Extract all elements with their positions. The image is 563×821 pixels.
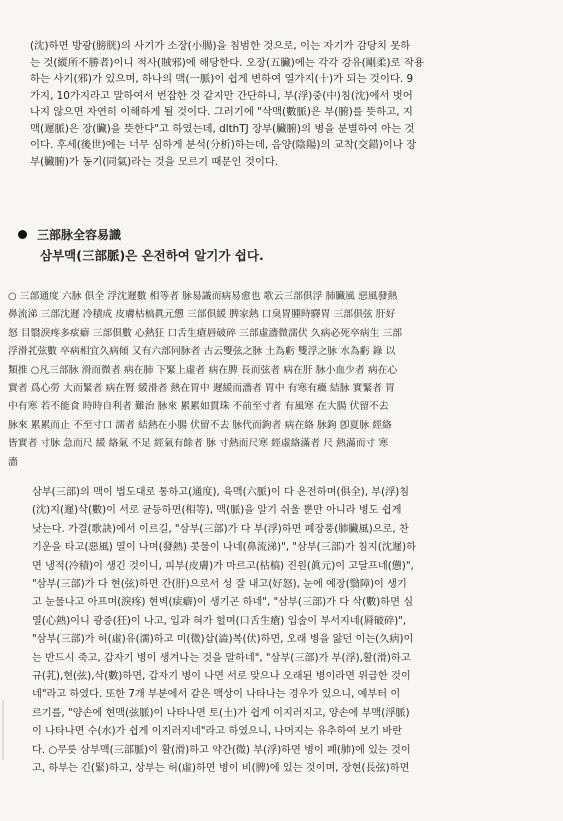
text-line: 면 냉적(冷積)이 생긴 것이니, 피부(皮膚)가 마르고(枯槁) 진원(眞元)이 고달프네(憊)", <box>32 560 414 572</box>
classical-line: 濇 <box>8 456 18 468</box>
scan-margin-mark <box>2 700 4 760</box>
bullet-icon <box>18 230 27 239</box>
text-line: (沈)지(遲)삭(數)이 서로 균등하면(相等), 맥(脈)을 알기 쉬울 뿐만 아니라 병도 쉽게 <box>32 505 402 517</box>
section-heading <box>18 226 121 243</box>
intro-paragraph <box>30 38 535 170</box>
classical-line: 鼻流涕 三部沈遲 冷積成 皮膚枯槁眞元憊 三部俱緩 脾家熱 口臭胃腫時驛胃 三部俱弦 肝好 <box>8 309 396 321</box>
text-line: 다. ○무릇 삼부맥(三部脈)이 활(滑)하고 약간(微) 부(浮)하면 병이 폐(肺)에 있는 것이 <box>32 744 411 756</box>
classical-line: 實者 爲心勞 大而緊者 病在腎 緩滑者 熱在胃中 遲緩而濇者 胃中 有寒有癥 結脉 實緊者 胃 <box>8 383 395 395</box>
text-line: 하는 사기(邪)가 있으며, 하나의 맥(一脈)이 쉽게 변하여 열가지(十)가 되는 것이다. 9 <box>30 73 414 85</box>
classical-line: 中有寒 若不能食 時時自利者 難治 脉來 累累如貫珠 不前至寸者 有風寒 在大腸 伏留不去 <box>8 401 389 413</box>
text-line: 맥(遲脈)은 장(臟)을 뜻한다"고 하였는데, dlthTJ 장부(臟腑)의 병을 분별하여 아는 것 <box>30 122 415 135</box>
text-line: 열(心熱)이니 광증(狂)이 나고, 입과 혀가 헐며(口舌生瘡) 입술이 부서지네(脣破碎)", <box>32 615 407 627</box>
text-line: 네"라고 하였다. 또한 7개 부분에서 같은 맥상이 나타나는 경우가 있으니, 예부터 이 <box>32 689 401 701</box>
section-subheading: 삼부맥(三部脈)은 온전하여 알기가 쉽다. <box>40 248 264 263</box>
translation-paragraph <box>32 484 537 779</box>
text-line: 이 나타나면 수(水)가 쉽게 이지러지네"라고 하였으니, 나머지는 유추하여 보기 바란 <box>32 726 403 738</box>
text-line: 고 눈물나고 아프며(淚疼) 현벽(痃癖)이 생기곤 하네", "삼부(三部)가 다 삭(數)하면 심 <box>32 597 414 609</box>
classical-line: 類推 ○凡三部脉 滑而微者 病在肺 下緊上虛者 病在脾 長而弦者 病在肝 脉小血少者 病在心 <box>8 364 398 376</box>
text-line: 낫는다. 가결(歌訣)에서 이르길, "삼부(三部)가 다 부(浮)하면 폐장풍(肺臟風)으로, 찬 <box>32 523 409 535</box>
text-line: 가지, 10가지라고 말하여서 번잡한 것 같지만 간단하니, 부(浮)중(中)침(沈)에서 벗어 <box>30 89 413 102</box>
classical-line: ○ 三部通度 六脉 俱全 浮沈遲數 相等者 脉易識而病易愈也 歌云三部俱浮 肺臟風 惡風發熱 <box>8 291 398 302</box>
classical-line: 怒 目翳淚疼多痃癖 三部俱數 心熱狂 口舌生瘡唇破碎 三部虛濇微濡伏 久病必死卒病生 三部 <box>8 327 403 339</box>
text-line: "삼부(三部)가 허(虛)유(濡)하고 미(微)삽(澁)복(伏)하면, 오래 병을 앓던 이는(久病)이 <box>32 634 414 646</box>
classical-line: 脉來 累累而止 不至寸口 濡者 結熱在小腸 伏留不去 脉代而鉤者 病在絡 脉鉤 卽夏脉 經絡 <box>8 419 392 431</box>
classical-line: 浮滑芤弦數 卒病相宜久病傾 又有六部同脉者 古云雙弦之脉 土為虧 雙浮之脉 水為虧 錄 以 <box>8 346 396 358</box>
text-line: 나지 않으면 자연히 이해하게 될 것이다. 그러기에 "삭맥(數脈)은 부(腑)를 뜻하고, 지 <box>30 106 413 118</box>
text-line: "삼부(三部)가 다 현(弦)하면 간(肝)으로서 성 잘 내고(好怒), 눈에 예장(翳障)이 생기 <box>32 579 407 591</box>
text-line: 이다. 후세(後世)에는 너무 심하게 분석(分析)하는데, 음양(陰陽)의 교착(交錯)이나 장 <box>30 139 417 151</box>
text-line: 고, 하부는 긴(緊)하고, 상부는 허(虛)하면 병이 비(脾)에 있는 것이며, 장현(長弦)하면 <box>32 763 410 775</box>
text-line: 르기를, "양손에 현맥(弦脈)이 나타나면 토(土)가 쉽게 이지러지고, 양손에 부맥(浮脈) <box>32 707 410 719</box>
text-line: 부(臟腑)가 동기(同氣)라는 것을 모르기 때문인 것이다. <box>30 155 279 168</box>
text-line: (沈)하면 방광(膀胱)의 사기가 소장(小腸)을 침범한 것으로, 이는 자기가 감당치 못하 <box>30 40 411 52</box>
text-line: 는 반드시 죽고, 갑자기 병이 생겨나는 것을 말하네", "삼부(三部)가 부(浮),활(滑)하고 <box>32 652 411 664</box>
classical-text-block <box>8 288 553 472</box>
text-line: 기운을 타고(惡風) 열이 나며(發熱) 콧물이 나네(鼻流涕)", "삼부(三部)가 침지(沈遲)하 <box>32 542 416 554</box>
text-line: 규(芤),현(弦),삭(數)하면, 갑자기 병이 나면 서로 맞으나 오래된 병이라면 위급한 것이 <box>32 671 411 683</box>
text-line: 는 것(縱所不勝者)이니 적사(賊邪)에 해당한다. 오장(五臟)에는 각각 강유(剛柔)로 작용 <box>30 56 424 69</box>
section-heading-text: 三部脉全容易識 <box>37 228 122 242</box>
text-line: 삼부(三部)의 맥이 법도대로 통하고(通度), 육맥(六脈)이 다 온전하며(俱全), 부(浮)침 <box>32 487 410 498</box>
classical-line: 皆實者 寸脉 急而尺 緩 絡氣 不足 經氣有餘者 脉 寸熱而尺寒 經虛絡滿者 尺 熱滿而寸 寒 <box>8 438 389 450</box>
